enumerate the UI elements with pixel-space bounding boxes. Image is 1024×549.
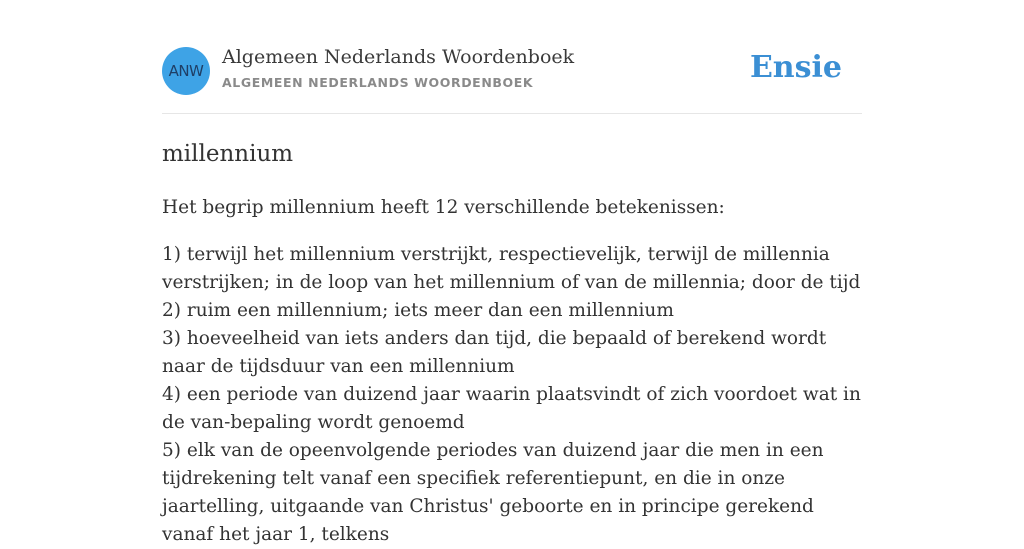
meaning-item: 1) terwijl het millennium verstrijkt, respectievelijk, terwijl de millennia verstrijken; in de loop van het millennium of van de millennia; door de tijd [162,244,861,293]
meaning-item: 4) een periode van duizend jaar waarin plaatsvindt of zich voordoet wat in de van-bepaling wordt genoemd [162,384,861,433]
ensie-brand-logo[interactable]: Ensie [749,50,842,85]
anw-logo[interactable] [162,47,210,95]
logo-text: ANW [168,62,204,80]
site-title[interactable]: Algemeen Nederlands Woordenboek [222,46,575,68]
entry-word-title: millennium [162,141,294,167]
site-header [162,0,862,114]
meanings-list [162,241,862,549]
meaning-item: 3) hoeveelheid van iets anders dan tijd, die bepaald of berekend wordt naar de tijdsduur van een millennium [162,328,827,377]
meaning-item: 2) ruim een millennium; iets meer dan een millennium [162,300,674,321]
entry-intro: Het begrip millennium heeft 12 verschillende betekenissen: [162,197,725,218]
meaning-item: 5) elk van de opeenvolgende periodes van duizend jaar die men in een tijdrekening telt vanaf een specifiek referentiepunt, en die in onze jaartelling, uitgaande van Christus' geboorte en in principe gerekend vanaf het jaar 1, telkens [162,440,824,545]
site-subtitle: ALGEMEEN NEDERLANDS WOORDENBOEK [222,75,534,90]
page-container [162,0,862,549]
